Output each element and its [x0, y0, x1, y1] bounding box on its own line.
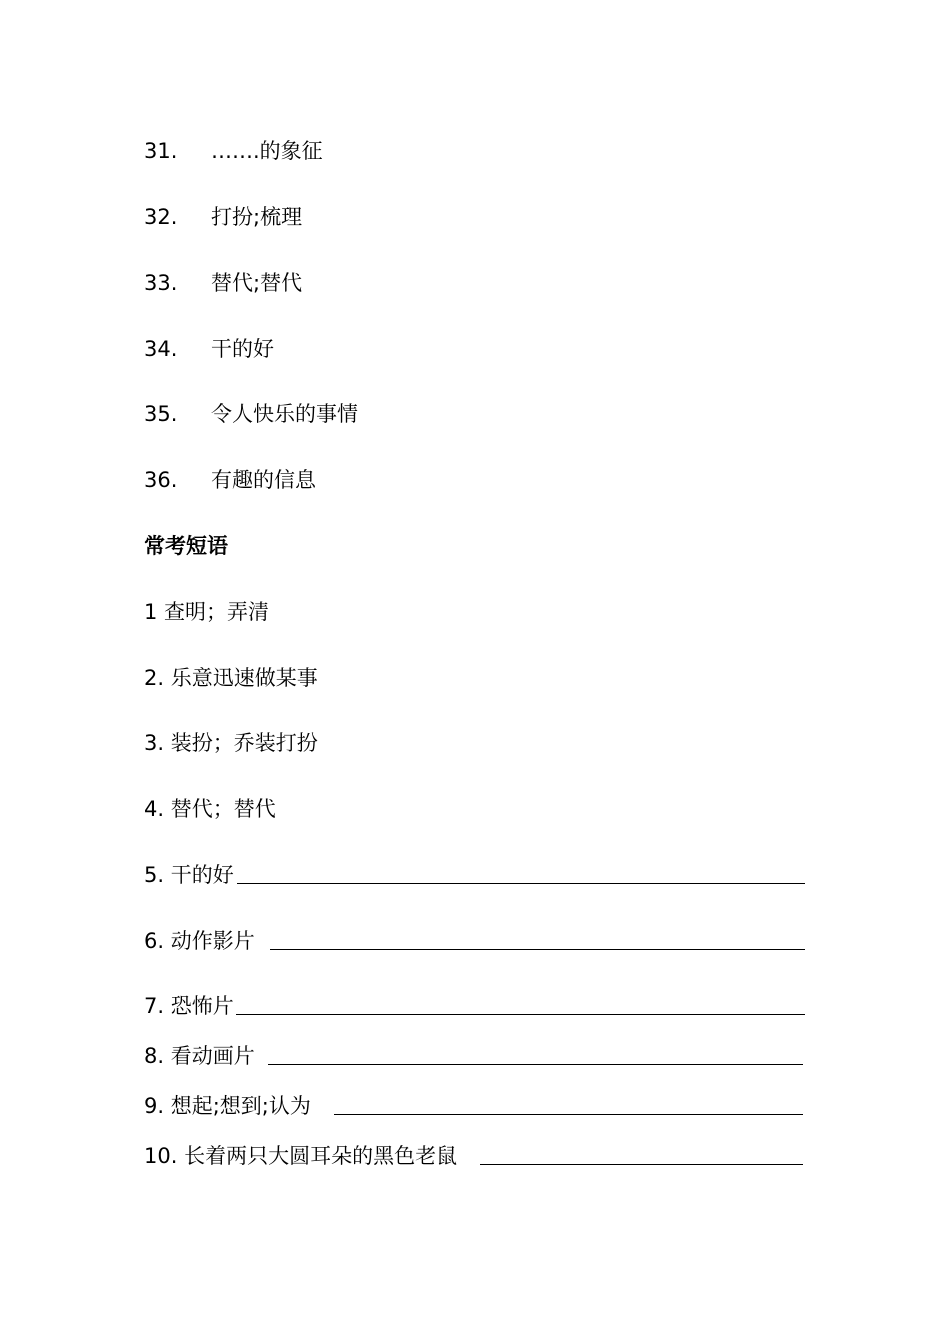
item-text: …….的象征: [211, 139, 323, 163]
answer-line[interactable]: [268, 1064, 803, 1065]
item-number: 36.: [144, 468, 178, 492]
item-text: 打扮;梳理: [211, 205, 303, 229]
phrase-6: 6. 动作影片: [144, 929, 255, 953]
phrase-2: 2. 乐意迅速做某事: [144, 666, 318, 690]
phrase-9: 9. 想起;想到;认为: [144, 1094, 311, 1118]
phrase-8: 8. 看动画片: [144, 1044, 255, 1068]
item-text: 令人快乐的事情: [211, 402, 358, 426]
answer-line[interactable]: [480, 1164, 803, 1165]
section-heading: 常考短语: [144, 534, 228, 558]
phrase-5: 5. 干的好: [144, 863, 234, 887]
answer-line[interactable]: [236, 1014, 805, 1015]
item-number: 35.: [144, 402, 178, 426]
phrase-1: 1 查明；弄清: [144, 600, 270, 624]
item-number: 33.: [144, 271, 178, 295]
phrase-4: 4. 替代；替代: [144, 797, 276, 821]
item-number: 31.: [144, 139, 178, 163]
item-text: 替代;替代: [211, 271, 303, 295]
phrase-3: 3. 装扮；乔装打扮: [144, 731, 318, 755]
answer-line[interactable]: [334, 1114, 803, 1115]
answer-line[interactable]: [270, 949, 805, 950]
item-number: 32.: [144, 205, 178, 229]
item-text: 有趣的信息: [211, 468, 316, 492]
answer-line[interactable]: [237, 883, 805, 884]
item-number: 34.: [144, 337, 178, 361]
phrase-10: 10. 长着两只大圆耳朵的黑色老鼠: [144, 1144, 458, 1168]
phrase-7: 7. 恐怖片: [144, 994, 234, 1018]
item-text: 干的好: [211, 337, 274, 361]
